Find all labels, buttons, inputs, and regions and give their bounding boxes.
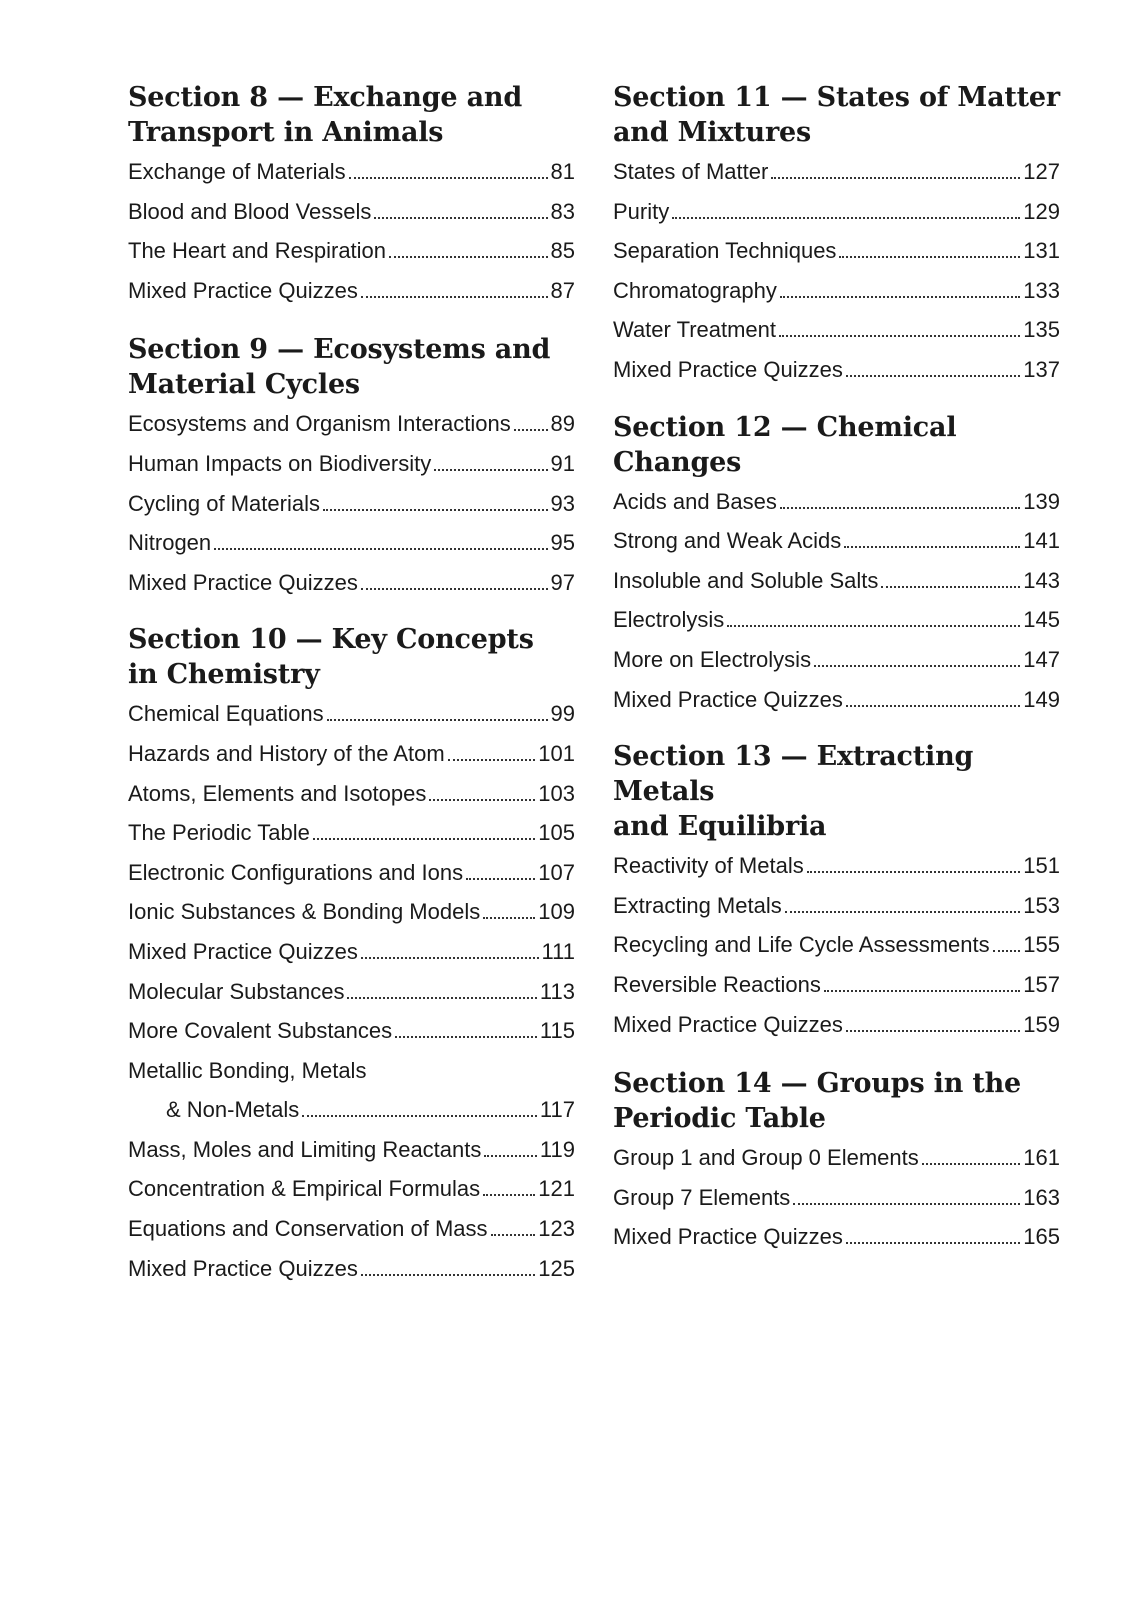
dot-leader [491,1234,536,1236]
page-number: 111 [541,938,575,964]
page-number: 145 [1023,607,1060,633]
dot-leader [466,878,535,880]
section-heading [128,80,575,150]
page-number: 155 [1023,932,1060,958]
toc-entry[interactable] [128,231,575,271]
section-heading-line: Section 8 — Exchange and [128,82,523,113]
dot-leader [214,548,547,550]
page-number: 135 [1023,317,1060,343]
dot-leader [779,335,1020,337]
entry-title: Mixed Practice Quizzes [128,938,358,964]
toc-entry[interactable] [128,892,575,932]
dot-leader [395,1036,537,1038]
dot-leader [846,375,1020,377]
dot-leader [771,177,1020,179]
dot-leader [993,950,1021,952]
toc-entry[interactable] [613,1138,1060,1178]
page-number: 105 [538,820,575,846]
page-number: 103 [538,780,575,806]
entry-title: Ecosystems and Organism Interactions [128,411,511,437]
toc-entry[interactable] [128,523,575,563]
toc-entry[interactable] [128,774,575,814]
entry-title: More Covalent Substances [128,1018,393,1044]
toc-entry[interactable] [128,271,575,311]
toc-entry[interactable] [613,231,1060,271]
dot-leader [327,719,548,721]
section-heading-line: Section 13 — Extracting Metals [613,741,974,808]
dot-leader [846,1030,1020,1032]
page-number: 143 [1023,567,1060,593]
entry-title: Mixed Practice Quizzes [613,1011,843,1037]
entry-title: Acids and Bases [613,488,777,514]
toc-entry[interactable] [613,1178,1060,1218]
entry-title: Chemical Equations [128,701,324,727]
page-number: 137 [1023,356,1060,382]
section-heading-line: Changes [613,446,742,478]
entry-title: Extracting Metals [613,892,782,918]
page-number: 153 [1023,892,1060,918]
entry-title: Mass, Moles and Limiting Reactants [128,1136,482,1162]
dot-leader [483,917,535,919]
toc-column-right [613,80,1060,1275]
toc-entry[interactable] [613,271,1060,311]
page-number: 149 [1023,686,1060,712]
dot-leader [727,625,1020,627]
entry-title: Human Impacts on Biodiversity [128,450,432,476]
toc-entry[interactable] [128,404,575,444]
page-number: 93 [550,490,575,516]
dot-leader [785,911,1021,913]
entry-title: Chromatography [613,277,777,303]
toc-entry[interactable] [128,1169,575,1209]
section-heading-line: Section 14 — Groups in the [613,1068,1022,1100]
page-number: 109 [538,899,575,925]
section-heading [128,332,575,402]
toc-entry[interactable] [128,1090,575,1130]
dot-leader [429,799,535,801]
dot-leader [672,217,1020,219]
page-number: 139 [1023,488,1060,514]
dot-leader [793,1203,1020,1205]
entry-title: Water Treatment [613,317,777,343]
section-heading-line: and Mixtures [613,117,811,148]
dot-leader [814,665,1020,667]
entry-title: Insoluble and Soluble Salts [613,567,879,593]
toc-entry[interactable] [128,853,575,893]
toc-entry[interactable] [613,600,1060,640]
entry-title: Exchange of Materials [128,159,346,184]
toc-entry[interactable] [613,521,1060,561]
entry-title: Ionic Substances & Bonding Models [128,899,481,925]
toc-entry[interactable] [128,734,575,774]
entry-title: Mixed Practice Quizzes [613,356,843,382]
page-number: 141 [1023,528,1060,554]
page-number: 127 [1023,159,1060,184]
entry-title: Concentration & Empirical Formulas [128,1176,481,1202]
page-number: 99 [550,701,575,727]
page-number: 161 [1023,1145,1060,1171]
toc-entry[interactable] [613,1005,1060,1045]
dot-leader [483,1194,535,1196]
entry-title: Molecular Substances [128,978,345,1004]
entry-title: & Non-Metals [166,1097,300,1123]
page-number: 117 [539,1097,575,1123]
dot-leader [844,546,1020,548]
entry-title: Mixed Practice Quizzes [128,277,358,303]
dot-leader [839,256,1020,258]
section-heading-line: in Chemistry [128,659,320,691]
dot-leader [846,705,1020,707]
toc-entry[interactable] [613,680,1060,720]
entry-title: Nitrogen [128,530,212,556]
section-heading-line: Section 10 — Key Concepts [128,624,534,656]
section-heading-line: Section 12 — Chemical [613,411,957,443]
page-number: 91 [550,450,575,476]
page-number: 163 [1023,1184,1060,1210]
page-number: 123 [538,1216,575,1242]
entry-title: Group 7 Elements [613,1184,791,1210]
section-heading [613,80,1060,150]
toc-entry[interactable] [128,813,575,853]
toc-entry[interactable] [613,846,1060,886]
toc-entry[interactable] [128,563,575,603]
dot-leader [347,997,536,999]
dot-leader [448,759,536,761]
dot-leader [323,509,548,511]
dot-leader [881,586,1020,588]
page-number: 125 [538,1255,575,1281]
toc-entry[interactable] [613,1217,1060,1257]
entry-title: Cycling of Materials [128,490,320,516]
entry-title: More on Electrolysis [613,646,812,672]
section-heading-line: Periodic Table [613,1103,826,1135]
entry-title-first-line[interactable]: Metallic Bonding, Metals [128,1057,367,1083]
dot-leader [313,838,535,840]
entry-title: Strong and Weak Acids [613,528,842,554]
entry-title: The Periodic Table [128,820,310,846]
page-number: 129 [1023,198,1060,224]
page-number: 85 [550,238,575,264]
entry-title: Mixed Practice Quizzes [613,686,843,712]
dot-leader [514,429,548,431]
dot-leader [846,1242,1020,1244]
toc-entry[interactable] [613,482,1060,522]
entry-title: Purity [613,198,670,224]
entry-title: Group 1 and Group 0 Elements [613,1145,919,1171]
entry-title: Reactivity of Metals [613,853,804,879]
entry-title: Separation Techniques [613,238,837,264]
page-number: 133 [1023,277,1060,303]
page-number: 101 [538,740,575,766]
entry-title: The Heart and Respiration [128,238,387,264]
toc-section-14 [613,1066,1060,1257]
page-number: 81 [550,159,575,184]
page-number: 165 [1023,1224,1060,1250]
toc-entry[interactable] [128,1011,575,1051]
section-heading-line: and Equilibria [613,811,827,843]
section-heading-line: Material Cycles [128,369,360,401]
dot-leader [389,256,547,258]
page-number: 97 [550,569,575,595]
dot-leader [349,177,548,179]
toc-entry[interactable] [613,350,1060,390]
page-number: 151 [1023,853,1060,879]
toc-section-10 [128,622,575,1288]
toc-entry[interactable] [613,192,1060,232]
toc-entry[interactable] [613,152,1060,192]
page-number: 157 [1023,971,1060,997]
dot-leader [361,296,548,298]
entry-title: Mixed Practice Quizzes [128,569,358,595]
section-heading-line: Section 9 — Ecosystems and [128,334,551,366]
page-number: 83 [550,198,575,224]
toc-column-left [128,80,575,1306]
section-heading [128,622,575,692]
section-heading [613,410,1060,480]
section-heading [613,1066,1060,1136]
toc-entry[interactable] [128,694,575,734]
toc-entry[interactable] [613,640,1060,680]
page-number: 89 [550,411,575,437]
dot-leader [434,469,547,471]
toc-section-8 [128,80,575,310]
dot-leader [824,990,1020,992]
dot-leader [374,217,547,219]
section-heading [613,739,1060,844]
toc-section-11 [613,80,1060,390]
entry-title: Equations and Conservation of Mass [128,1216,488,1242]
entry-title: Electrolysis [613,607,725,633]
entry-title: Atoms, Elements and Isotopes [128,780,427,806]
toc-entry[interactable] [128,1249,575,1289]
toc-entry[interactable] [128,444,575,484]
page-number: 115 [539,1018,575,1044]
page-number: 131 [1023,238,1060,264]
toc-section-9 [128,332,575,602]
dot-leader [922,1163,1021,1165]
page-number: 121 [538,1176,575,1202]
entry-title: States of Matter [613,159,769,184]
section-heading-line: Transport in Animals [128,117,444,148]
toc-entry[interactable] [128,932,575,972]
entry-title: Mixed Practice Quizzes [613,1224,843,1250]
entry-title: Recycling and Life Cycle Assessments [613,932,990,958]
toc-section-13 [613,739,1060,1044]
dot-leader [361,1274,535,1276]
toc-entry[interactable] [613,925,1060,965]
dot-leader [780,296,1020,298]
page-number: 113 [539,978,575,1004]
toc-entry[interactable] [613,561,1060,601]
entry-title: Blood and Blood Vessels [128,198,372,224]
toc-entry[interactable] [128,484,575,524]
toc-section-12 [613,410,1060,720]
entry-title: Reversible Reactions [613,971,821,997]
toc-entry[interactable] [128,152,575,192]
page-number: 119 [539,1136,575,1162]
page-number: 107 [538,859,575,885]
toc-entry[interactable] [128,192,575,232]
page-number: 87 [550,277,575,303]
entry-title: Electronic Configurations and Ions [128,859,464,885]
toc-entry[interactable] [128,1209,575,1249]
toc-entry[interactable] [128,1130,575,1170]
page-number: 147 [1023,646,1060,672]
toc-entry[interactable] [613,965,1060,1005]
dot-leader [484,1155,537,1157]
toc-entry[interactable] [613,886,1060,926]
dot-leader [361,957,539,959]
dot-leader [302,1115,537,1117]
page-number: 95 [550,530,575,556]
entry-title: Hazards and History of the Atom [128,740,445,766]
entry-title: Mixed Practice Quizzes [128,1255,358,1281]
dot-leader [780,507,1020,509]
toc-entry[interactable] [613,310,1060,350]
toc-entry[interactable] [128,972,575,1012]
page-number: 159 [1023,1011,1060,1037]
dot-leader [807,871,1021,873]
dot-leader [361,588,548,590]
section-heading-line: Section 11 — States of Matter [613,82,1060,113]
